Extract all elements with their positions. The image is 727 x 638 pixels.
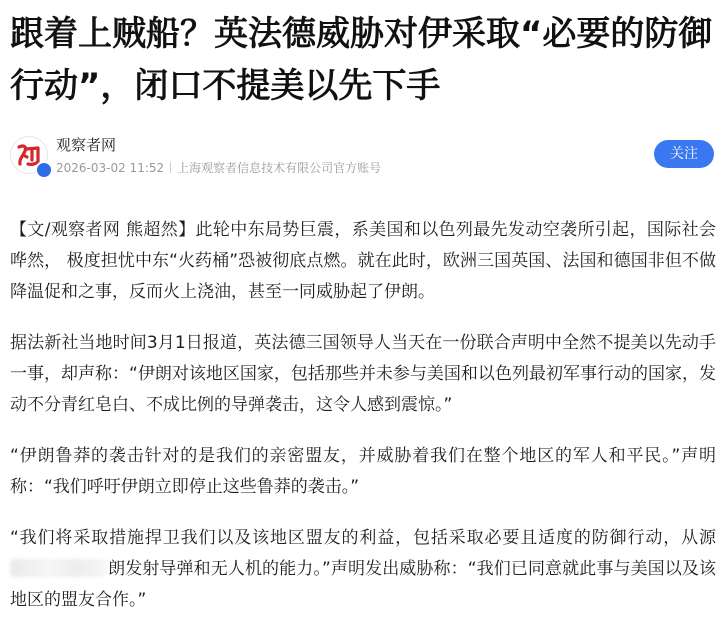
paragraph-2: 据法新社当地时间3月1日报道，英法德三国领导人当天在一份联合声明中全然不提美以先动手一事，却声称：“伊朗对该地区国家，包括那些并未参与美国和以色列最初军事行动的国家，发动不分青红皂白、不成比例的导弹袭击，这令人感到震惊。” [10, 333, 716, 415]
paragraph-4-start: “我们将采取措施捍卫我们以及该地区盟友的利益，包括采取必要且适度的防御行动，从源 [10, 528, 716, 548]
paragraph-1: 【文/观察者网 熊超然】此轮中东局势巨震，系美国和以色列最先发动空袭所引起，国际社会哗然， 极度担忧中东“火药桶”恐被彻底点燃。就在此时，欧洲三国英国、法国和德国非但不做降温促和之事，反而火上浇油，甚至一同威胁起了伊朗。 [10, 220, 716, 302]
avatar[interactable] [10, 136, 48, 174]
follow-button[interactable]: 关注 [654, 140, 714, 168]
verified-badge-icon [35, 161, 53, 179]
account-description: 上海观察者信息技术有限公司官方账号 [177, 161, 382, 175]
publish-meta [56, 160, 381, 176]
article-title: 跟着上贼船？英法德威胁对伊采取“必要的防御行动”，闭口不提美以先下手 [10, 14, 713, 106]
source-name[interactable]: 观察者网 [56, 136, 117, 154]
paragraph-3: “伊朗鲁莽的袭击针对的是我们的亲密盟友，并威胁着我们在整个地区的军人和平民。”声明称：“我们呼吁伊朗立即停止这些鲁莽的袭击。” [10, 446, 716, 497]
publish-date: 2026-03-02 11:52 [56, 161, 165, 175]
paragraph-4 [10, 523, 716, 616]
paragraph-4-end: 朗发射导弹和无人机的能力。”声明发出威胁称：“我们已同意就此事与美国以及该地区的盟友合作。” [10, 559, 716, 610]
blurred-region [10, 559, 108, 577]
author-bar [10, 134, 710, 180]
article-body [10, 215, 716, 636]
meta-divider [170, 162, 171, 173]
